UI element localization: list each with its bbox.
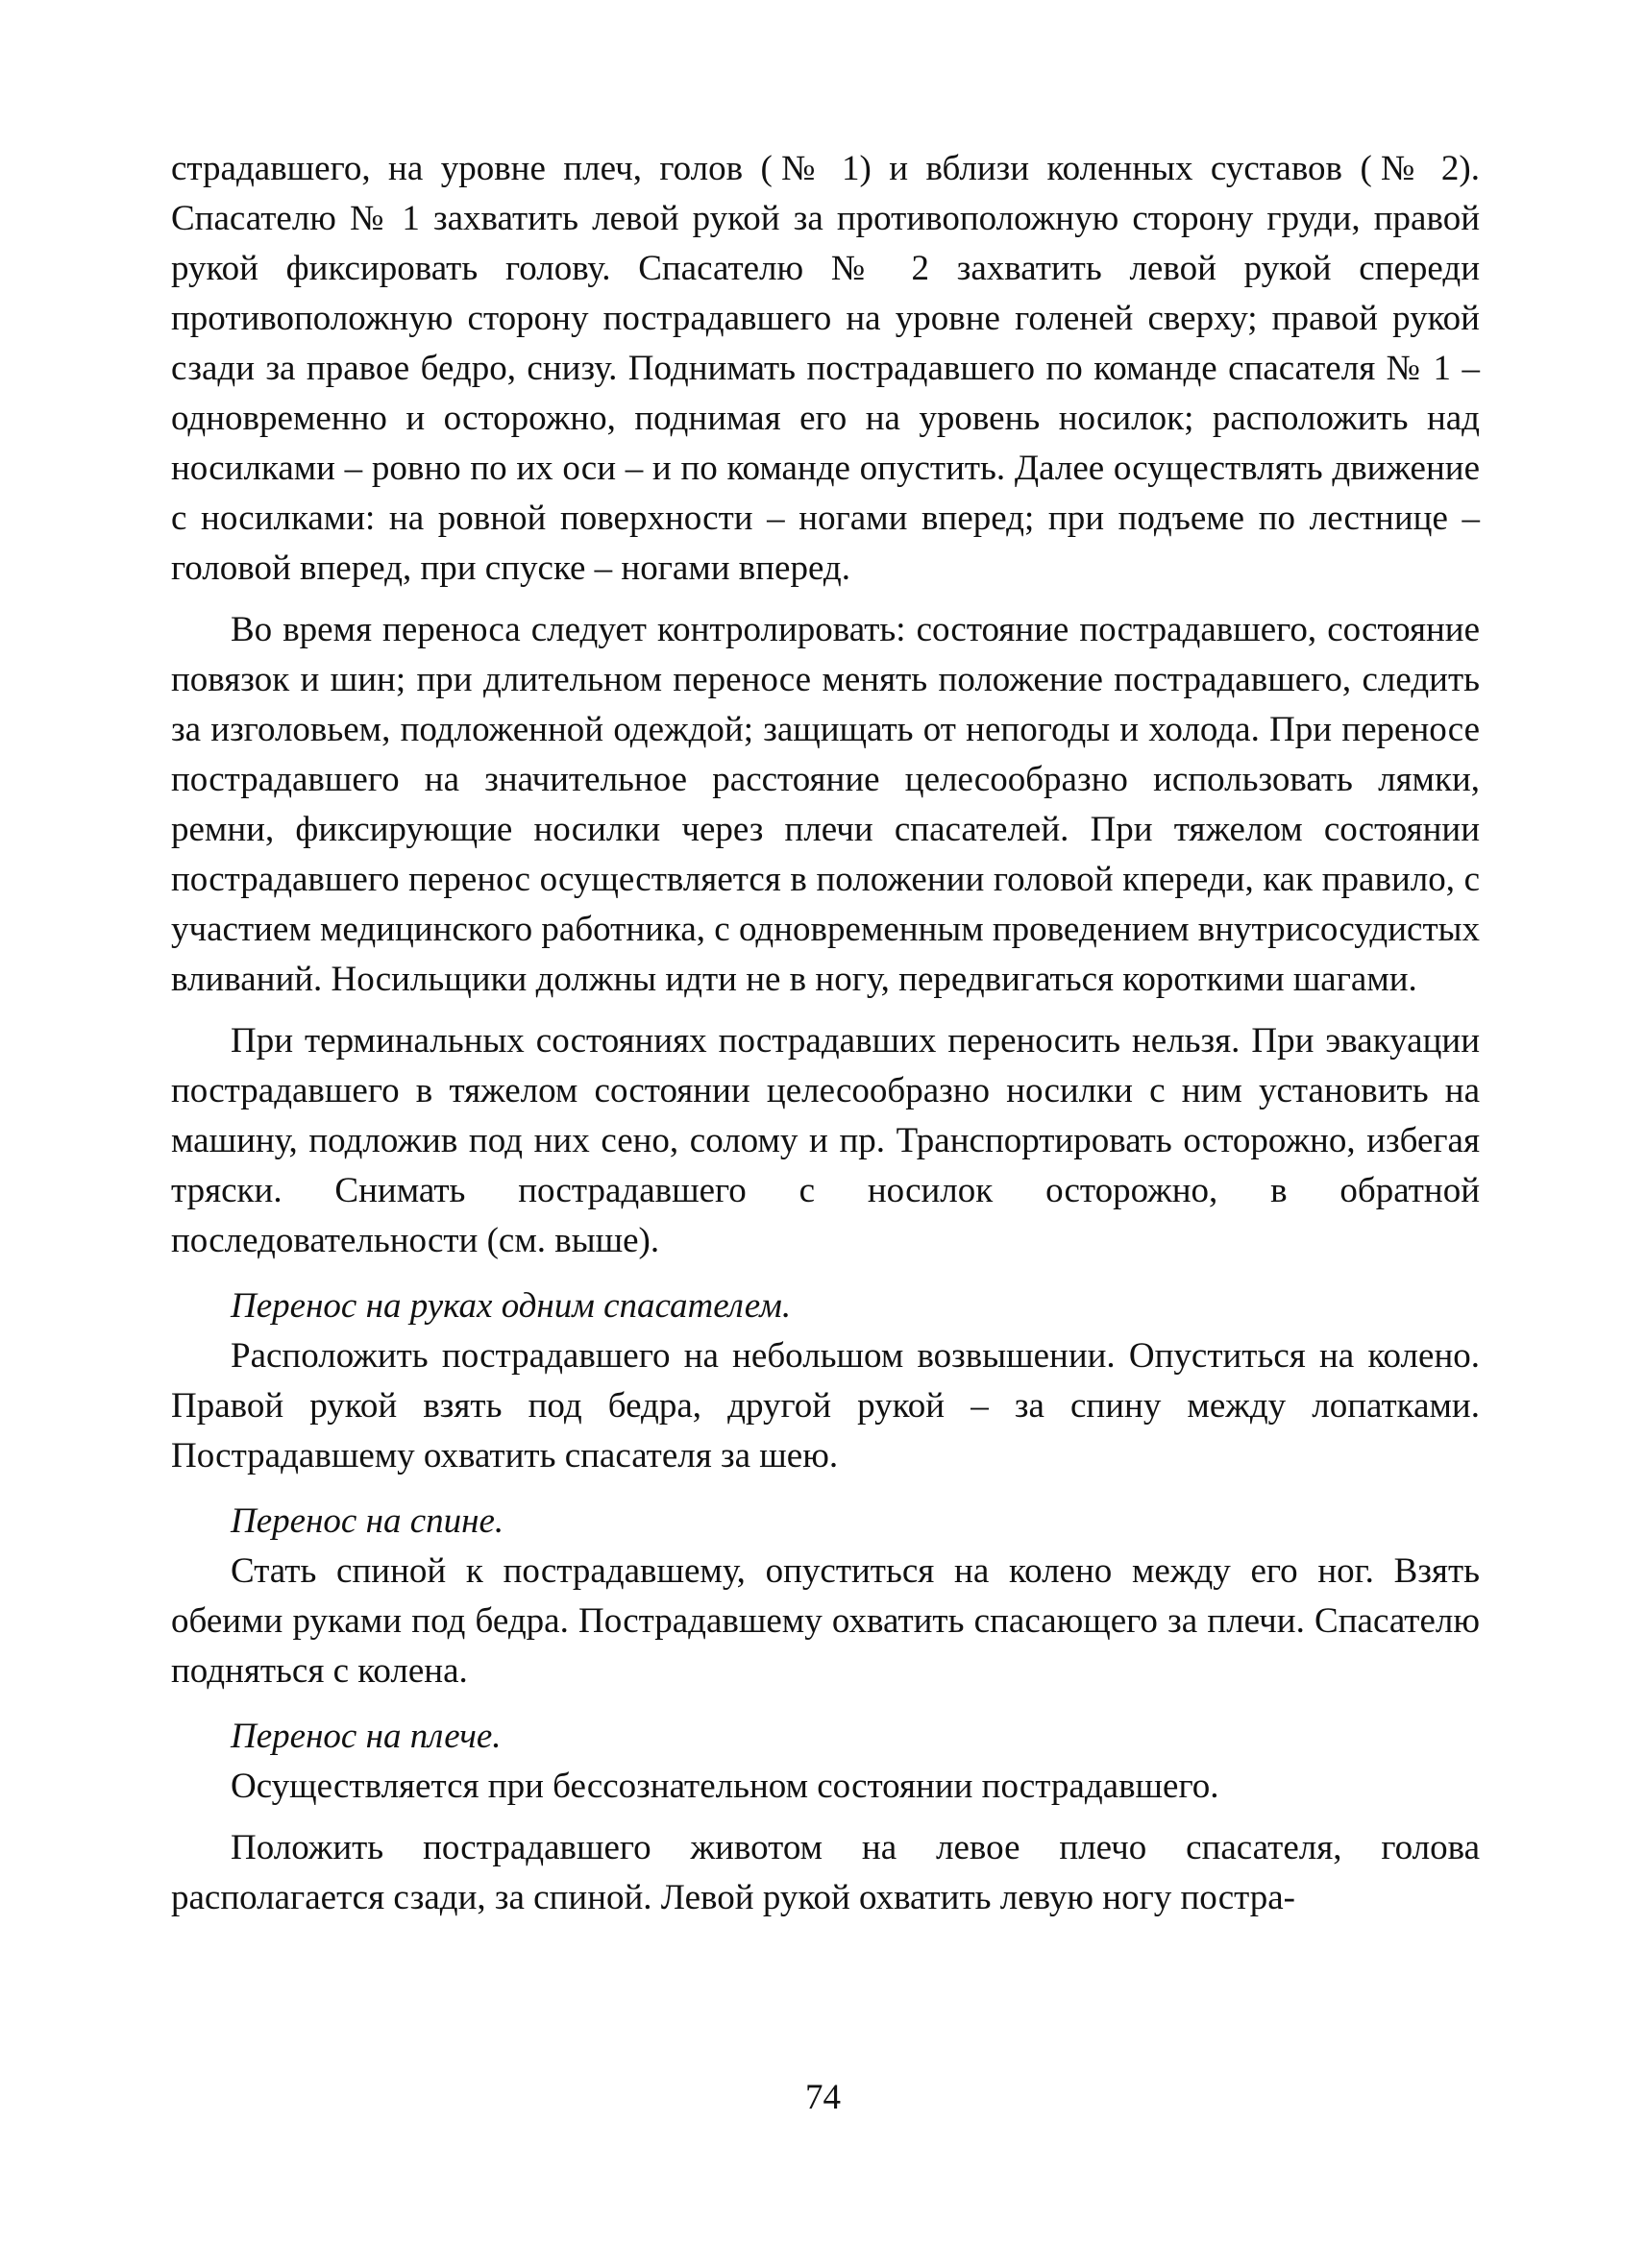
- paragraph-1: страдавшего, на уровне плеч, голов (№ 1) и вблизи коленных суставов (№ 2). Спасателю № 1 захватить левой рукой за противоположную сторону груди, правой рукой фиксировать голову. Спасателю № 2 захватить левой рукой спереди противоположную сторону пострадавшего на уровне голеней сверху; правой рукой сзади за правое бедро, снизу. Поднимать пострадавшего по команде спасателя № 1 – одновременно и осторожно, поднимая его на уровень носилок; расположить над носилками – ровно по их оси – и по команде опустить. Далее осуществлять движение с носилками: на ровной поверхности – ногами вперед; при подъеме по лестнице – головой вперед, при спуске – ногами вперед.: [171, 149, 1480, 588]
- subheading-carry-on-shoulder: Перенос на плече.: [231, 1717, 502, 1756]
- paragraph-5: Стать спиной к пострадавшему, опуститься на колено между его ног. Взять обеими руками под бедра. Пострадавшему охватить спасающего за плечи. Спасателю подняться с колена.: [171, 1551, 1480, 1691]
- subheading-carry-on-back: Перенос на спине.: [231, 1501, 504, 1541]
- paragraph-7: Положить пострадавшего животом на левое плечо спасателя, голова располагается сзади, за спиной. Левой рукой охватить левую ногу постра-: [171, 1828, 1480, 1917]
- paragraph-3: При терминальных состояниях пострадавших переносить нельзя. При эвакуации пострадавшего в тяжелом состоянии целесообразно носилки с ним установить на машину, подложив под них сено, солому и пр. Транспортировать осторожно, избегая тряски. Снимать пострадавшего с носилок осторожно, в обратной последовательности (см. выше).: [171, 1021, 1480, 1260]
- page-content: [171, 144, 1480, 1923]
- paragraph-4: Расположить пострадавшего на небольшом возвышении. Опуститься на колено. Правой рукой взять под бедра, другой рукой – за спину между лопатками. Пострадавшему охватить спасателя за шею.: [171, 1336, 1480, 1475]
- paragraph-2: Во время переноса следует контролировать: состояние пострадавшего, состояние повязок и шин; при длительном переносе менять положение пострадавшего, следить за изголовьем, подложенной одеждой; защищать от непогоды и холода. При переносе пострадавшего на значительное расстояние целесообразно использовать лямки, ремни, фиксирующие носилки через плечи спасателей. При тяжелом состоянии пострадавшего перенос осуществляется в положении головой кпереди, как правило, с участием медицинского работника, с одновременным проведением внутрисосудистых вливаний. Носильщики должны идти не в ногу, передвигаться короткими шагами.: [171, 610, 1481, 999]
- page-number: 74: [805, 2078, 841, 2117]
- subheading-carry-one-rescuer: Перенос на руках одним спасателем.: [231, 1286, 792, 1326]
- paragraph-6: Осуществляется при бессознательном состоянии пострадавшего.: [231, 1767, 1219, 1806]
